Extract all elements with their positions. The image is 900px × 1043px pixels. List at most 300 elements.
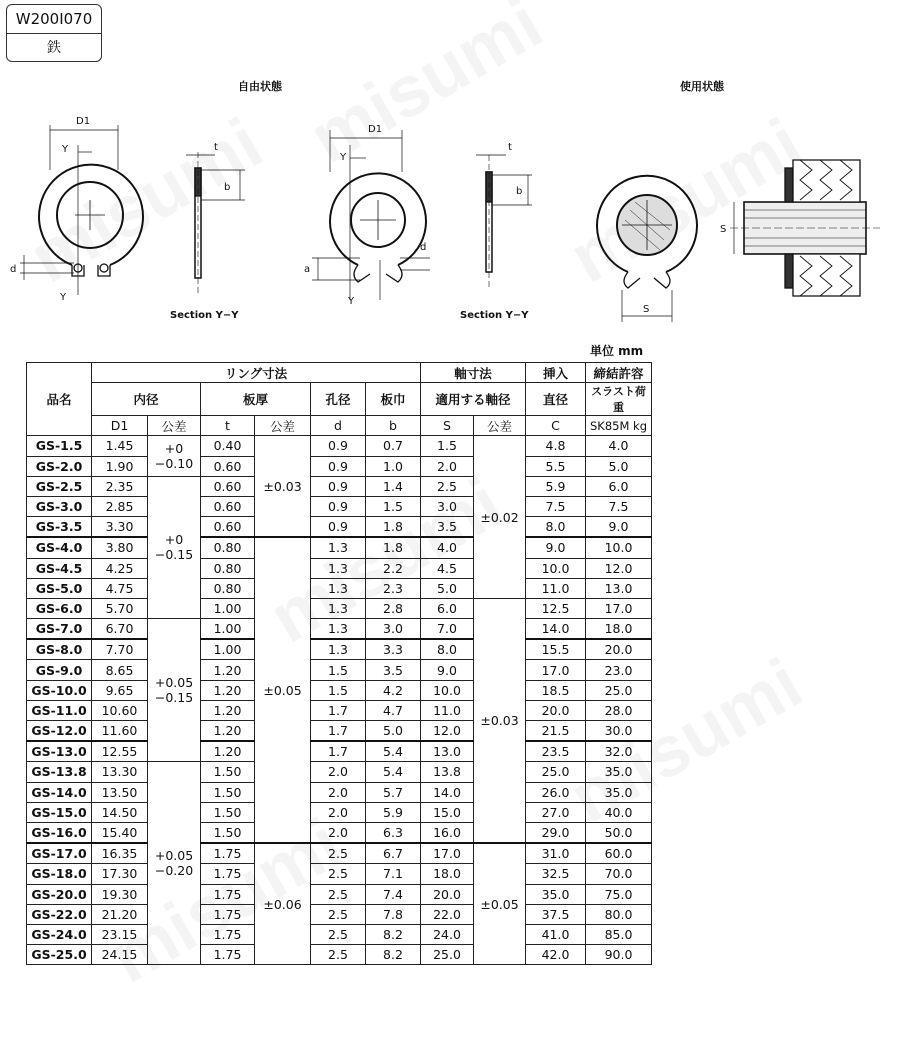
header-applic: 適用する軸径: [421, 383, 526, 416]
cell-d1: 23.15: [92, 924, 148, 944]
cell-s: 4.5: [421, 558, 474, 578]
cell-c: 20.0: [526, 700, 586, 720]
material-label: 鉄: [47, 40, 61, 56]
cell-c: 31.0: [526, 843, 586, 864]
cell-name: GS-3.5: [27, 517, 92, 538]
cell-t-tolerance: ±0.06: [255, 843, 311, 965]
cell-name: GS-6.0: [27, 598, 92, 618]
cell-s: 10.0: [421, 680, 474, 700]
cell-s: 13.8: [421, 762, 474, 782]
cell-t: 1.20: [201, 680, 255, 700]
cell-name: GS-13.8: [27, 762, 92, 782]
cell-d1-tolerance: [148, 619, 201, 762]
cell-s-tolerance: ±0.05: [474, 843, 526, 965]
cell-load: 50.0: [586, 822, 652, 843]
cell-d: 0.9: [311, 517, 366, 538]
cell-s: 16.0: [421, 822, 474, 843]
sub-t: t: [201, 416, 255, 436]
cell-b: 0.7: [366, 436, 421, 456]
cell-b: 5.4: [366, 741, 421, 762]
cell-d1: 3.30: [92, 517, 148, 538]
tolerance-lower: −0.15: [154, 690, 194, 706]
sub-tol-t: 公差: [255, 416, 311, 436]
cell-b: 1.8: [366, 517, 421, 538]
product-code: W200I070: [7, 5, 101, 34]
cell-d1: 13.50: [92, 782, 148, 802]
cell-b: 3.0: [366, 619, 421, 640]
section-label-right: Section Y−Y: [460, 310, 529, 321]
cell-t: 1.00: [201, 639, 255, 660]
cell-b: 3.5: [366, 660, 421, 680]
cell-c: 23.5: [526, 741, 586, 762]
cell-c: 29.0: [526, 822, 586, 843]
cell-s: 9.0: [421, 660, 474, 680]
cell-name: GS-14.0: [27, 782, 92, 802]
cell-d1: 2.35: [92, 476, 148, 496]
cell-s: 5.0: [421, 578, 474, 598]
cell-load: 90.0: [586, 945, 652, 965]
cell-d1: 1.90: [92, 456, 148, 476]
cell-load: 28.0: [586, 700, 652, 720]
cell-b: 4.2: [366, 680, 421, 700]
cell-t: 0.60: [201, 517, 255, 538]
cell-name: GS-11.0: [27, 700, 92, 720]
table-row: [27, 476, 652, 496]
cell-load: 75.0: [586, 884, 652, 904]
cell-load: 20.0: [586, 639, 652, 660]
tolerance-upper: +0.05: [154, 675, 194, 691]
cell-c: 27.0: [526, 802, 586, 822]
cell-t: 0.80: [201, 558, 255, 578]
header-thick: 板厚: [201, 383, 311, 416]
cell-s: 8.0: [421, 639, 474, 660]
cell-name: GS-22.0: [27, 904, 92, 924]
cell-t: 0.40: [201, 436, 255, 456]
table-row: [27, 782, 652, 802]
cell-d: 2.0: [311, 802, 366, 822]
cell-d1: 9.65: [92, 680, 148, 700]
use-state-label: 使用状態: [680, 80, 724, 93]
cell-s: 7.0: [421, 619, 474, 640]
cell-s: 17.0: [421, 843, 474, 864]
cell-load: 10.0: [586, 537, 652, 558]
cell-b: 3.3: [366, 639, 421, 660]
tolerance-lower: −0.10: [154, 456, 194, 472]
cell-t: 1.75: [201, 945, 255, 965]
cell-c: 12.5: [526, 598, 586, 618]
cell-t: 1.20: [201, 721, 255, 742]
cell-t: 1.20: [201, 700, 255, 720]
header-allow: 締結許容: [586, 363, 652, 383]
cell-c: 37.5: [526, 904, 586, 924]
cell-t: 1.50: [201, 822, 255, 843]
cell-d1: 11.60: [92, 721, 148, 742]
cell-b: 4.7: [366, 700, 421, 720]
cell-load: 85.0: [586, 924, 652, 944]
cell-load: 35.0: [586, 782, 652, 802]
cell-name: GS-24.0: [27, 924, 92, 944]
cell-s-tolerance: ±0.03: [474, 598, 526, 843]
cell-load: 32.0: [586, 741, 652, 762]
cell-c: 41.0: [526, 924, 586, 944]
dim-b-left: b: [224, 182, 231, 193]
table-row: [27, 762, 652, 782]
cell-s: 2.0: [421, 456, 474, 476]
cell-d1-tolerance: [148, 476, 201, 618]
cell-d1-tolerance: [148, 762, 201, 965]
cell-d: 0.9: [311, 476, 366, 496]
cell-name: GS-10.0: [27, 680, 92, 700]
cell-s: 20.0: [421, 884, 474, 904]
cell-name: GS-16.0: [27, 822, 92, 843]
cell-s: 24.0: [421, 924, 474, 944]
product-code-box: [6, 4, 102, 62]
cell-c: 17.0: [526, 660, 586, 680]
cell-d: 2.0: [311, 782, 366, 802]
sub-tol: 公差: [148, 416, 201, 436]
cell-t: 1.50: [201, 782, 255, 802]
table-row: [27, 680, 652, 700]
cell-d: 2.5: [311, 843, 366, 864]
cell-t: 1.75: [201, 904, 255, 924]
table-row: [27, 598, 652, 618]
cell-name: GS-7.0: [27, 619, 92, 640]
cell-name: GS-15.0: [27, 802, 92, 822]
cell-d: 1.3: [311, 558, 366, 578]
cell-c: 35.0: [526, 884, 586, 904]
table-row: [27, 864, 652, 884]
header-dia: 直径: [526, 383, 586, 416]
table-row: [27, 436, 652, 456]
cell-d: 2.5: [311, 904, 366, 924]
cell-d: 1.5: [311, 680, 366, 700]
cell-name: GS-1.5: [27, 436, 92, 456]
cell-b: 1.4: [366, 476, 421, 496]
cell-load: 9.0: [586, 517, 652, 538]
cell-d1: 2.85: [92, 496, 148, 516]
cell-s: 22.0: [421, 904, 474, 924]
table-row: [27, 843, 652, 864]
cell-d: 0.9: [311, 456, 366, 476]
cell-t: 1.20: [201, 660, 255, 680]
cell-s: 18.0: [421, 864, 474, 884]
cell-t: 1.75: [201, 843, 255, 864]
cell-c: 8.0: [526, 517, 586, 538]
dim-t-left: t: [214, 142, 218, 153]
cell-t: 0.60: [201, 496, 255, 516]
cell-load: 13.0: [586, 578, 652, 598]
table-row: [27, 537, 652, 558]
cell-c: 9.0: [526, 537, 586, 558]
cell-d: 1.7: [311, 741, 366, 762]
cell-d: 2.5: [311, 924, 366, 944]
tolerance-upper: +0: [164, 532, 184, 548]
cell-c: 4.8: [526, 436, 586, 456]
cell-c: 11.0: [526, 578, 586, 598]
cell-t: 1.75: [201, 924, 255, 944]
header-hole: 孔径: [311, 383, 366, 416]
cell-d1: 3.80: [92, 537, 148, 558]
dim-s-ring: S: [643, 304, 650, 315]
cell-d1: 16.35: [92, 843, 148, 864]
cell-load: 70.0: [586, 864, 652, 884]
cell-load: 18.0: [586, 619, 652, 640]
cell-name: GS-18.0: [27, 864, 92, 884]
sub-s: S: [421, 416, 474, 436]
ring-technical-drawing: [0, 60, 900, 330]
dim-b-mid: b: [516, 186, 523, 197]
cell-load: 30.0: [586, 721, 652, 742]
cell-c: 21.5: [526, 721, 586, 742]
dim-d1-mid: D1: [368, 124, 383, 135]
cell-d: 0.9: [311, 436, 366, 456]
cell-b: 1.0: [366, 456, 421, 476]
cell-load: 35.0: [586, 762, 652, 782]
sub-b: b: [366, 416, 421, 436]
header-thrust: スラスト荷重: [586, 383, 652, 416]
cell-c: 26.0: [526, 782, 586, 802]
cell-d1: 21.20: [92, 904, 148, 924]
cell-load: 5.0: [586, 456, 652, 476]
cell-b: 5.9: [366, 802, 421, 822]
cell-d: 1.7: [311, 721, 366, 742]
cell-load: 4.0: [586, 436, 652, 456]
cell-b: 5.0: [366, 721, 421, 742]
dim-s-shaft: S: [720, 224, 727, 235]
tolerance-lower: −0.20: [154, 863, 194, 879]
table-row: [27, 802, 652, 822]
cell-name: GS-3.0: [27, 496, 92, 516]
cell-d1: 4.75: [92, 578, 148, 598]
cell-c: 32.5: [526, 864, 586, 884]
table-row: [27, 496, 652, 516]
header-ring: リング寸法: [92, 363, 421, 383]
cell-d1: 15.40: [92, 822, 148, 843]
cell-d: 1.7: [311, 700, 366, 720]
cell-load: 60.0: [586, 843, 652, 864]
cell-load: 6.0: [586, 476, 652, 496]
cell-t: 1.00: [201, 619, 255, 640]
cell-d: 1.3: [311, 639, 366, 660]
cell-d1: 19.30: [92, 884, 148, 904]
spec-table-body: [27, 436, 652, 965]
cell-d: 1.3: [311, 619, 366, 640]
cell-b: 7.8: [366, 904, 421, 924]
cell-b: 7.4: [366, 884, 421, 904]
cell-c: 14.0: [526, 619, 586, 640]
cell-c: 10.0: [526, 558, 586, 578]
table-row: [27, 578, 652, 598]
cell-d: 2.5: [311, 864, 366, 884]
table-row: [27, 904, 652, 924]
cell-s: 14.0: [421, 782, 474, 802]
table-row: [27, 639, 652, 660]
dim-y-left-bottom: Y: [60, 292, 67, 303]
cell-d1: 5.70: [92, 598, 148, 618]
cell-d: 1.3: [311, 537, 366, 558]
cell-d: 2.0: [311, 822, 366, 843]
cell-d1-tolerance: [148, 436, 201, 476]
cell-t-tolerance: ±0.05: [255, 537, 311, 843]
cell-c: 7.5: [526, 496, 586, 516]
free-state-label: 自由状態: [238, 80, 282, 93]
table-row: [27, 619, 652, 640]
cell-b: 2.8: [366, 598, 421, 618]
cell-name: GS-5.0: [27, 578, 92, 598]
cell-t: 1.20: [201, 741, 255, 762]
cell-name: GS-2.5: [27, 476, 92, 496]
cell-t: 0.60: [201, 456, 255, 476]
cell-d: 2.5: [311, 884, 366, 904]
cell-t: 1.75: [201, 864, 255, 884]
cell-s: 3.5: [421, 517, 474, 538]
table-row: [27, 700, 652, 720]
cell-s: 4.0: [421, 537, 474, 558]
cell-b: 2.3: [366, 578, 421, 598]
cell-name: GS-25.0: [27, 945, 92, 965]
cell-load: 25.0: [586, 680, 652, 700]
cell-name: GS-2.0: [27, 456, 92, 476]
sub-c: C: [526, 416, 586, 436]
table-row: [27, 741, 652, 762]
sub-d1: D1: [92, 416, 148, 436]
cell-load: 17.0: [586, 598, 652, 618]
cell-c: 42.0: [526, 945, 586, 965]
cell-c: 15.5: [526, 639, 586, 660]
table-row: [27, 884, 652, 904]
cell-d: 2.0: [311, 762, 366, 782]
cell-d1: 4.25: [92, 558, 148, 578]
cell-d1: 12.55: [92, 741, 148, 762]
cell-d: 1.3: [311, 578, 366, 598]
cell-name: GS-13.0: [27, 741, 92, 762]
table-row: [27, 924, 652, 944]
tolerance-upper: +0: [164, 441, 184, 457]
cell-d1: 6.70: [92, 619, 148, 640]
cell-name: GS-17.0: [27, 843, 92, 864]
cell-s: 11.0: [421, 700, 474, 720]
cell-c: 5.5: [526, 456, 586, 476]
dim-t-mid: t: [508, 142, 512, 153]
cell-t: 1.00: [201, 598, 255, 618]
table-row: [27, 456, 652, 476]
table-row: [27, 660, 652, 680]
table-row: [27, 822, 652, 843]
header-insert: 挿入: [526, 363, 586, 383]
sub-d: d: [311, 416, 366, 436]
cell-name: GS-4.0: [27, 537, 92, 558]
cell-d1: 10.60: [92, 700, 148, 720]
cell-c: 18.5: [526, 680, 586, 700]
cell-s: 2.5: [421, 476, 474, 496]
cell-b: 7.1: [366, 864, 421, 884]
cell-d: 0.9: [311, 496, 366, 516]
table-row: [27, 945, 652, 965]
cell-s: 12.0: [421, 721, 474, 742]
section-label-left: Section Y−Y: [170, 310, 239, 321]
tolerance-lower: −0.15: [154, 547, 194, 563]
cell-t-tolerance: ±0.03: [255, 436, 311, 537]
dim-a-mid: a: [304, 264, 311, 275]
cell-b: 5.7: [366, 782, 421, 802]
cell-s: 1.5: [421, 436, 474, 456]
cell-load: 7.5: [586, 496, 652, 516]
cell-load: 40.0: [586, 802, 652, 822]
cell-c: 25.0: [526, 762, 586, 782]
cell-s: 13.0: [421, 741, 474, 762]
cell-b: 8.2: [366, 945, 421, 965]
cell-t: 1.50: [201, 762, 255, 782]
cell-t: 0.80: [201, 578, 255, 598]
header-inner: 内径: [92, 383, 201, 416]
cell-s: 25.0: [421, 945, 474, 965]
cell-d1: 14.50: [92, 802, 148, 822]
table-row: [27, 558, 652, 578]
dim-d-mid: d: [420, 242, 427, 253]
cell-d1: 1.45: [92, 436, 148, 456]
cell-t: 1.50: [201, 802, 255, 822]
cell-b: 6.7: [366, 843, 421, 864]
cell-name: GS-20.0: [27, 884, 92, 904]
table-row: [27, 721, 652, 742]
cell-d: 1.3: [311, 598, 366, 618]
cell-s: 3.0: [421, 496, 474, 516]
cell-s: 6.0: [421, 598, 474, 618]
sub-load: SK85M kg: [586, 416, 652, 436]
cell-d1: 8.65: [92, 660, 148, 680]
cell-d: 2.5: [311, 945, 366, 965]
cell-t: 0.60: [201, 476, 255, 496]
sub-tol-s: 公差: [474, 416, 526, 436]
cell-s-tolerance: ±0.02: [474, 436, 526, 599]
header-width: 板巾: [366, 383, 421, 416]
cell-c: 5.9: [526, 476, 586, 496]
cell-d1: 24.15: [92, 945, 148, 965]
cell-b: 6.3: [366, 822, 421, 843]
header-name: 品名: [27, 363, 92, 436]
cell-load: 80.0: [586, 904, 652, 924]
cell-b: 2.2: [366, 558, 421, 578]
header-shaft: 軸寸法: [421, 363, 526, 383]
cell-name: GS-4.5: [27, 558, 92, 578]
cell-b: 5.4: [366, 762, 421, 782]
cell-name: GS-9.0: [27, 660, 92, 680]
cell-d1: 13.30: [92, 762, 148, 782]
dim-y-mid-bottom: Y: [348, 296, 355, 307]
dim-y-mid-top: Y: [340, 152, 347, 163]
cell-name: GS-12.0: [27, 721, 92, 742]
cell-t: 1.75: [201, 884, 255, 904]
table-row: [27, 517, 652, 538]
dim-d1-left: D1: [76, 116, 91, 127]
cell-b: 8.2: [366, 924, 421, 944]
cell-t: 0.80: [201, 537, 255, 558]
cell-load: 12.0: [586, 558, 652, 578]
cell-b: 1.8: [366, 537, 421, 558]
cell-name: GS-8.0: [27, 639, 92, 660]
dim-y-left-top: Y: [62, 144, 69, 155]
dim-d-left: d: [10, 264, 17, 275]
cell-b: 1.5: [366, 496, 421, 516]
cell-d1: 17.30: [92, 864, 148, 884]
cell-d: 1.5: [311, 660, 366, 680]
cell-load: 23.0: [586, 660, 652, 680]
cell-d1: 7.70: [92, 639, 148, 660]
cell-s: 15.0: [421, 802, 474, 822]
spec-table: [26, 362, 652, 965]
unit-label: 単位 mm: [590, 344, 644, 358]
tolerance-upper: +0.05: [154, 848, 194, 864]
